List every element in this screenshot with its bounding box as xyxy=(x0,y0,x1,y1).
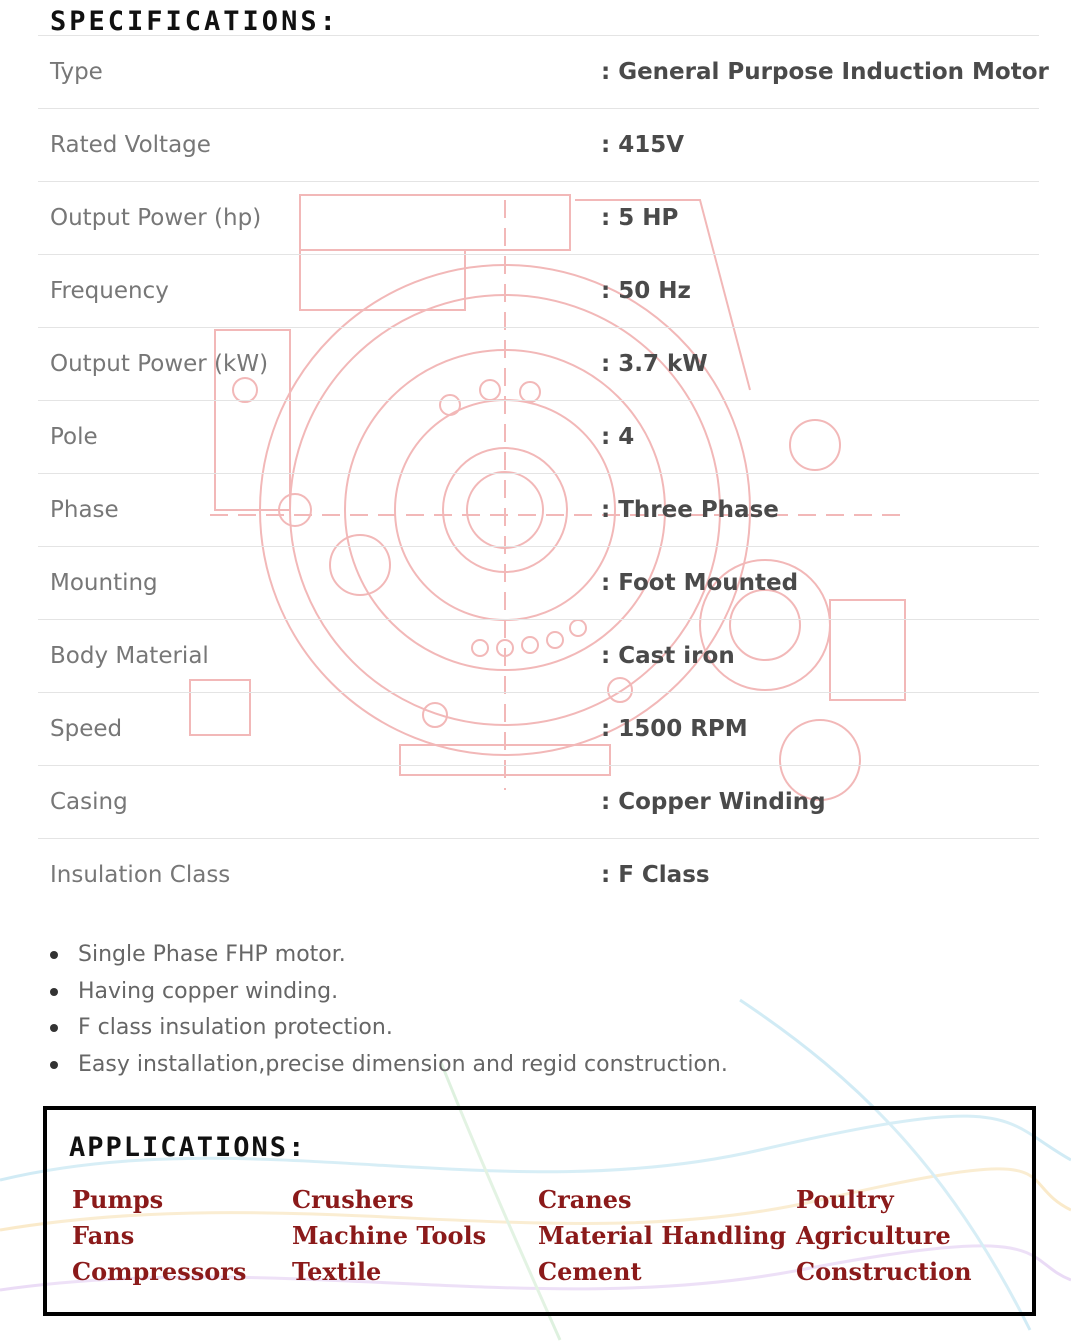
specifications-table xyxy=(38,35,1049,911)
application-item: Agriculture xyxy=(796,1221,951,1250)
applications-column xyxy=(538,1182,786,1290)
spec-value: : Foot Mounted xyxy=(601,570,799,596)
application-item: Construction xyxy=(796,1257,972,1286)
bullet-icon xyxy=(50,988,58,996)
features-list xyxy=(50,937,728,1083)
spec-value: : 5 HP xyxy=(601,205,679,231)
spec-value: : 1500 RPM xyxy=(601,716,748,742)
spec-row-rated-voltage xyxy=(38,109,1039,182)
specifications-title: SPECIFICATIONS: xyxy=(50,6,339,37)
bullet-icon xyxy=(50,951,58,959)
spec-row-speed xyxy=(38,693,1039,766)
spec-row-body-material xyxy=(38,620,1039,693)
spec-row-casing xyxy=(38,766,1039,839)
feature-text: F class insulation protection. xyxy=(78,1015,393,1040)
bullet-icon xyxy=(50,1024,58,1032)
application-item: Cement xyxy=(538,1257,642,1286)
spec-row-type xyxy=(38,36,1049,109)
feature-text: Having copper winding. xyxy=(78,978,339,1004)
application-item: Cranes xyxy=(538,1185,632,1214)
bullet-icon xyxy=(50,1061,58,1069)
spec-label: Rated Voltage xyxy=(50,132,211,158)
spec-value: : 50 Hz xyxy=(601,278,691,304)
spec-row-output-power-hp xyxy=(38,182,1039,255)
feature-text: Single Phase FHP motor. xyxy=(78,942,346,967)
spec-label: Phase xyxy=(50,497,119,523)
spec-row-pole xyxy=(38,401,1039,474)
application-item: Textile xyxy=(292,1257,382,1286)
application-item: Fans xyxy=(72,1221,135,1250)
spec-value: : Cast iron xyxy=(601,643,735,669)
spec-row-frequency xyxy=(38,255,1039,328)
spec-value: : 415V xyxy=(601,132,685,158)
spec-value: : 4 xyxy=(601,424,635,450)
feature-item xyxy=(50,937,728,974)
spec-label: Pole xyxy=(50,424,98,450)
application-item: Crushers xyxy=(292,1185,414,1214)
spec-label: Mounting xyxy=(50,570,158,596)
spec-row-phase xyxy=(38,474,1039,547)
spec-row-output-power-kw xyxy=(38,328,1039,401)
spec-label: Output Power (hp) xyxy=(50,205,262,231)
spec-label: Output Power (kW) xyxy=(50,351,269,377)
applications-box xyxy=(43,1106,1036,1316)
application-item: Poultry xyxy=(796,1185,894,1214)
application-item: Compressors xyxy=(72,1257,247,1286)
spec-value: : Copper Winding xyxy=(601,789,826,815)
feature-item xyxy=(50,974,728,1011)
spec-row-insulation-class xyxy=(38,839,1039,911)
spec-value: : General Purpose Induction Motor xyxy=(601,59,1049,85)
spec-row-mounting xyxy=(38,547,1039,620)
spec-label: Type xyxy=(50,59,103,85)
spec-label: Speed xyxy=(50,716,123,742)
applications-title: APPLICATIONS: xyxy=(69,1132,307,1163)
feature-item xyxy=(50,1047,728,1084)
application-item: Machine Tools xyxy=(292,1221,487,1250)
applications-column xyxy=(796,1182,972,1290)
spec-label: Insulation Class xyxy=(50,862,231,888)
spec-value: : 3.7 kW xyxy=(601,351,708,377)
feature-item xyxy=(50,1010,728,1047)
spec-label: Frequency xyxy=(50,278,169,304)
application-item: Pumps xyxy=(72,1185,164,1214)
spec-label: Body Material xyxy=(50,643,209,669)
spec-value: : F Class xyxy=(601,862,710,888)
applications-column xyxy=(72,1182,246,1290)
spec-value: : Three Phase xyxy=(601,497,779,523)
applications-column xyxy=(292,1182,486,1290)
feature-text: Easy installation,precise dimension and regid construction. xyxy=(78,1051,728,1077)
application-item: Material Handling xyxy=(538,1221,787,1250)
spec-label: Casing xyxy=(50,789,128,815)
